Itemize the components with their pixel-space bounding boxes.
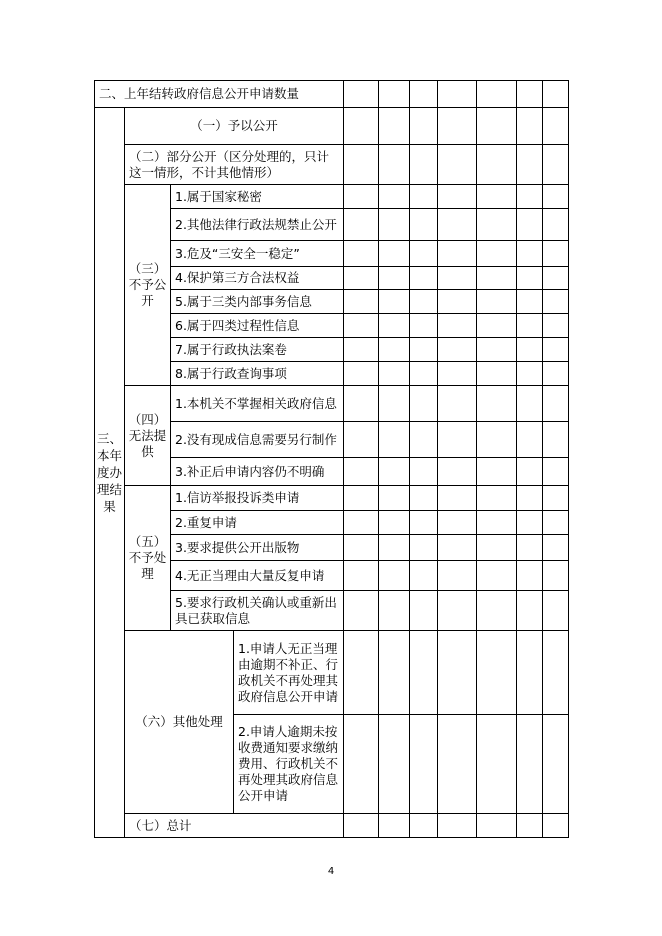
- value-cell: [477, 241, 517, 267]
- value-cell: [543, 386, 569, 422]
- value-cell: [477, 290, 517, 314]
- value-cell: [477, 422, 517, 458]
- value-cell: [477, 185, 517, 209]
- value-cell: [477, 362, 517, 386]
- value-cell: [477, 314, 517, 338]
- value-cell: [477, 631, 517, 715]
- value-cell: [477, 145, 517, 185]
- value-cell: [517, 338, 543, 362]
- value-cell: [410, 209, 438, 241]
- value-cell: [410, 290, 438, 314]
- value-cell: [477, 81, 517, 108]
- previous-year-label: 二、上年结转政府信息公开申请数量: [95, 81, 344, 108]
- value-cell: [410, 535, 438, 561]
- value-cell: [410, 145, 438, 185]
- sub-item: 2.申请人逾期未按收费通知要求缴纳费用、行政机关不再处理其政府信息公开申请: [234, 715, 344, 814]
- value-cell: [517, 814, 543, 838]
- value-cell: [517, 386, 543, 422]
- value-cell: [517, 362, 543, 386]
- value-cell: [438, 290, 477, 314]
- value-cell: [517, 535, 543, 561]
- value-cell: [379, 422, 410, 458]
- value-cell: [410, 715, 438, 814]
- value-cell: [438, 314, 477, 338]
- sub-item: 1.属于国家秘密: [171, 185, 344, 209]
- table-row: [95, 145, 569, 185]
- value-cell: [344, 108, 379, 145]
- value-cell: [477, 715, 517, 814]
- value-cell: [379, 81, 410, 108]
- results-table: [94, 80, 569, 838]
- value-cell: [543, 185, 569, 209]
- sub-item: 2.没有现成信息需要另行制作: [171, 422, 344, 458]
- value-cell: [438, 108, 477, 145]
- value-cell: [477, 814, 517, 838]
- table-row: [95, 814, 569, 838]
- value-cell: [477, 108, 517, 145]
- value-cell: [517, 486, 543, 511]
- value-cell: [379, 631, 410, 715]
- value-cell: [379, 511, 410, 535]
- value-cell: [410, 81, 438, 108]
- value-cell: [543, 422, 569, 458]
- value-cell: [438, 458, 477, 486]
- value-cell: [543, 314, 569, 338]
- value-cell: [438, 338, 477, 362]
- value-cell: [438, 241, 477, 267]
- value-cell: [344, 715, 379, 814]
- value-cell: [543, 591, 569, 631]
- sub-item: 2.其他法律行政法规禁止公开: [171, 209, 344, 241]
- value-cell: [379, 715, 410, 814]
- value-cell: [344, 81, 379, 108]
- sub-item: 2.重复申请: [171, 511, 344, 535]
- value-cell: [410, 561, 438, 591]
- value-cell: [379, 267, 410, 290]
- value-cell: [543, 561, 569, 591]
- value-cell: [379, 314, 410, 338]
- value-cell: [438, 145, 477, 185]
- table-row: [95, 486, 569, 511]
- value-cell: [379, 241, 410, 267]
- value-cell: [344, 185, 379, 209]
- value-cell: [344, 314, 379, 338]
- value-cell: [438, 81, 477, 108]
- value-cell: [379, 486, 410, 511]
- value-cell: [344, 145, 379, 185]
- table-row: [95, 185, 569, 209]
- table-row: [95, 81, 569, 108]
- value-cell: [517, 561, 543, 591]
- value-cell: [410, 631, 438, 715]
- value-cell: [517, 458, 543, 486]
- value-cell: [543, 814, 569, 838]
- value-cell: [543, 362, 569, 386]
- value-cell: [410, 267, 438, 290]
- value-cell: [438, 591, 477, 631]
- value-cell: [410, 591, 438, 631]
- value-cell: [543, 511, 569, 535]
- value-cell: [344, 241, 379, 267]
- value-cell: [543, 241, 569, 267]
- table-row: [95, 108, 569, 145]
- value-cell: [517, 185, 543, 209]
- value-cell: [379, 338, 410, 362]
- value-cell: [477, 591, 517, 631]
- value-cell: [438, 386, 477, 422]
- value-cell: [543, 535, 569, 561]
- value-cell: [344, 631, 379, 715]
- value-cell: [517, 591, 543, 631]
- sub-item: 6.属于四类过程性信息: [171, 314, 344, 338]
- value-cell: [543, 631, 569, 715]
- value-cell: [344, 814, 379, 838]
- value-cell: [517, 241, 543, 267]
- item-public: （一）予以公开: [125, 108, 344, 145]
- value-cell: [477, 561, 517, 591]
- value-cell: [438, 511, 477, 535]
- value-cell: [379, 209, 410, 241]
- value-cell: [517, 209, 543, 241]
- value-cell: [543, 715, 569, 814]
- category-other: （六）其他处理: [125, 631, 234, 814]
- value-cell: [410, 422, 438, 458]
- value-cell: [543, 145, 569, 185]
- sub-item: 7.属于行政执法案卷: [171, 338, 344, 362]
- value-cell: [344, 290, 379, 314]
- value-cell: [379, 561, 410, 591]
- value-cell: [379, 145, 410, 185]
- value-cell: [344, 422, 379, 458]
- value-cell: [517, 108, 543, 145]
- value-cell: [438, 535, 477, 561]
- value-cell: [410, 814, 438, 838]
- value-cell: [477, 535, 517, 561]
- value-cell: [517, 267, 543, 290]
- value-cell: [379, 290, 410, 314]
- value-cell: [438, 561, 477, 591]
- value-cell: [517, 145, 543, 185]
- value-cell: [344, 338, 379, 362]
- sub-item: 5.属于三类内部事务信息: [171, 290, 344, 314]
- value-cell: [517, 290, 543, 314]
- table-row: [95, 631, 569, 715]
- item-partial-public: （二）部分公开（区分处理的，只计这一情形，不计其他情形）: [125, 145, 344, 185]
- value-cell: [379, 458, 410, 486]
- sub-item: 3.补正后申请内容仍不明确: [171, 458, 344, 486]
- sub-item: 1.申请人无正当理由逾期不补正、行政机关不再处理其政府信息公开申请: [234, 631, 344, 715]
- value-cell: [477, 386, 517, 422]
- value-cell: [410, 108, 438, 145]
- value-cell: [410, 241, 438, 267]
- value-cell: [517, 422, 543, 458]
- value-cell: [379, 591, 410, 631]
- value-cell: [410, 338, 438, 362]
- value-cell: [344, 561, 379, 591]
- table-row: [95, 386, 569, 422]
- sub-item: 3.危及“三安全一稳定”: [171, 241, 344, 267]
- sub-item: 8.属于行政查询事项: [171, 362, 344, 386]
- sub-item: 1.本机关不掌握相关政府信息: [171, 386, 344, 422]
- value-cell: [344, 486, 379, 511]
- value-cell: [410, 458, 438, 486]
- section-results-label: 三、本年度办理结果: [95, 108, 125, 838]
- value-cell: [438, 631, 477, 715]
- value-cell: [379, 535, 410, 561]
- value-cell: [517, 631, 543, 715]
- value-cell: [438, 814, 477, 838]
- value-cell: [344, 362, 379, 386]
- value-cell: [438, 209, 477, 241]
- value-cell: [517, 511, 543, 535]
- value-cell: [379, 108, 410, 145]
- sub-item: 3.要求提供公开出版物: [171, 535, 344, 561]
- value-cell: [438, 486, 477, 511]
- value-cell: [438, 715, 477, 814]
- value-cell: [344, 267, 379, 290]
- value-cell: [543, 338, 569, 362]
- sub-item: 4.无正当理由大量反复申请: [171, 561, 344, 591]
- value-cell: [344, 591, 379, 631]
- value-cell: [410, 185, 438, 209]
- value-cell: [517, 314, 543, 338]
- value-cell: [477, 458, 517, 486]
- value-cell: [477, 338, 517, 362]
- category-not-processed: （五）不予处理: [125, 486, 171, 631]
- value-cell: [517, 81, 543, 108]
- value-cell: [344, 535, 379, 561]
- category-unable-provide: （四）无法提供: [125, 386, 171, 486]
- item-total: （七）总计: [125, 814, 344, 838]
- value-cell: [543, 81, 569, 108]
- value-cell: [543, 108, 569, 145]
- value-cell: [438, 422, 477, 458]
- value-cell: [410, 314, 438, 338]
- value-cell: [344, 511, 379, 535]
- value-cell: [543, 267, 569, 290]
- category-not-public: （三）不予公开: [125, 185, 171, 386]
- value-cell: [477, 209, 517, 241]
- value-cell: [410, 486, 438, 511]
- sub-item: 5.要求行政机关确认或重新出具已获取信息: [171, 591, 344, 631]
- value-cell: [438, 267, 477, 290]
- value-cell: [477, 511, 517, 535]
- sub-item: 1.信访举报投诉类申请: [171, 486, 344, 511]
- value-cell: [543, 209, 569, 241]
- value-cell: [543, 458, 569, 486]
- value-cell: [543, 486, 569, 511]
- value-cell: [379, 185, 410, 209]
- value-cell: [379, 814, 410, 838]
- sub-item: 4.保护第三方合法权益: [171, 267, 344, 290]
- value-cell: [477, 486, 517, 511]
- value-cell: [410, 362, 438, 386]
- value-cell: [410, 386, 438, 422]
- value-cell: [517, 715, 543, 814]
- value-cell: [379, 362, 410, 386]
- value-cell: [344, 209, 379, 241]
- value-cell: [438, 185, 477, 209]
- value-cell: [344, 386, 379, 422]
- value-cell: [410, 511, 438, 535]
- page-number: 4: [327, 866, 335, 877]
- value-cell: [477, 267, 517, 290]
- value-cell: [379, 386, 410, 422]
- value-cell: [438, 362, 477, 386]
- value-cell: [344, 458, 379, 486]
- value-cell: [543, 290, 569, 314]
